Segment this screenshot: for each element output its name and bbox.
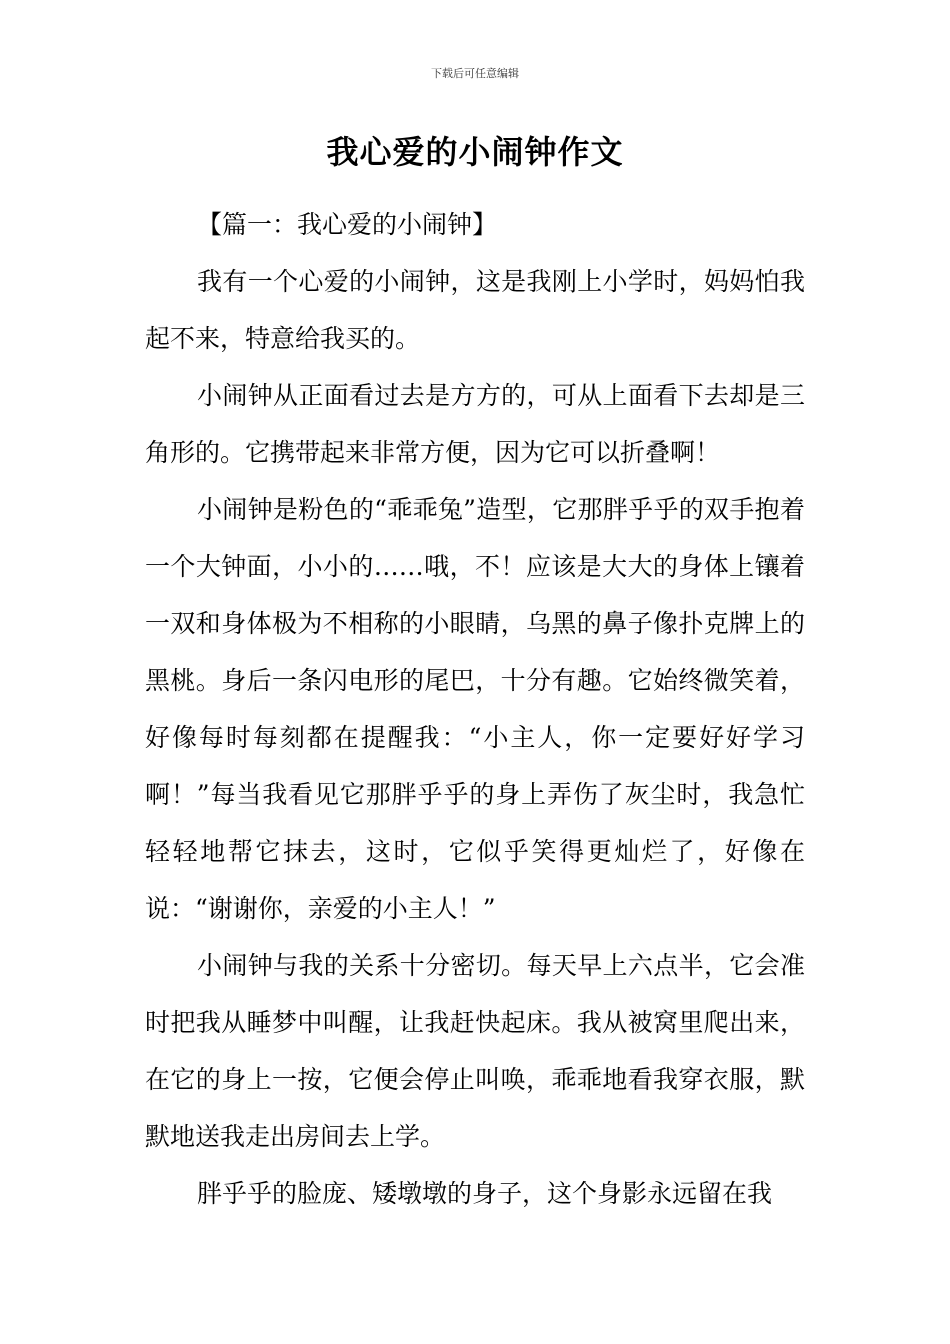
document-title: 我心爱的小闹钟作文 bbox=[326, 133, 624, 171]
paragraph-1: 我有一个心爱的小闹钟，这是我刚上小学时，妈妈怕我起不来，特意给我买的。 bbox=[145, 267, 805, 353]
paragraph-2: 小闹钟从正面看过去是方方的，可从上面看下去却是三角形的。它携带起来非常方便，因为它可以折叠啊！ bbox=[145, 381, 805, 467]
paragraph-4: 小闹钟与我的关系十分密切。每天早上六点半，它会准时把我从睡梦中叫醒，让我赶快起床。我从被窝里爬出来，在它的身上一按，它便会停止叫唤，乖乖地看我穿衣服，默默地送我走出房间去上学。 bbox=[145, 951, 805, 1151]
section-heading: 【篇一：我心爱的小闹钟】 bbox=[197, 210, 498, 239]
header-note: 下载后可任意编辑 bbox=[431, 67, 519, 80]
paragraph-3: 小闹钟是粉色的“乖乖兔”造型，它那胖乎乎的双手抱着一个大钟面，小小的……哦，不！应该是大大的身体上镶着一双和身体极为不相称的小眼睛，乌黑的鼻子像扑克牌上的黑桃。身后一条闪电形的尾巴，十分有趣。它始终微笑着，好像每时每刻都在提醒我：“小主人，你一定要好好学习啊！”每当我看见它那胖乎乎的身上弄伤了灰尘时，我急忙轻轻地帮它抹去，这时，它似乎笑得更灿烂了，好像在说：“谢谢你，亲爱的小主人！” bbox=[145, 495, 805, 923]
document-body bbox=[145, 196, 805, 1222]
paragraph-5: 胖乎乎的脸庞、矮墩墩的身子，这个身影永远留在我 bbox=[197, 1179, 773, 1208]
